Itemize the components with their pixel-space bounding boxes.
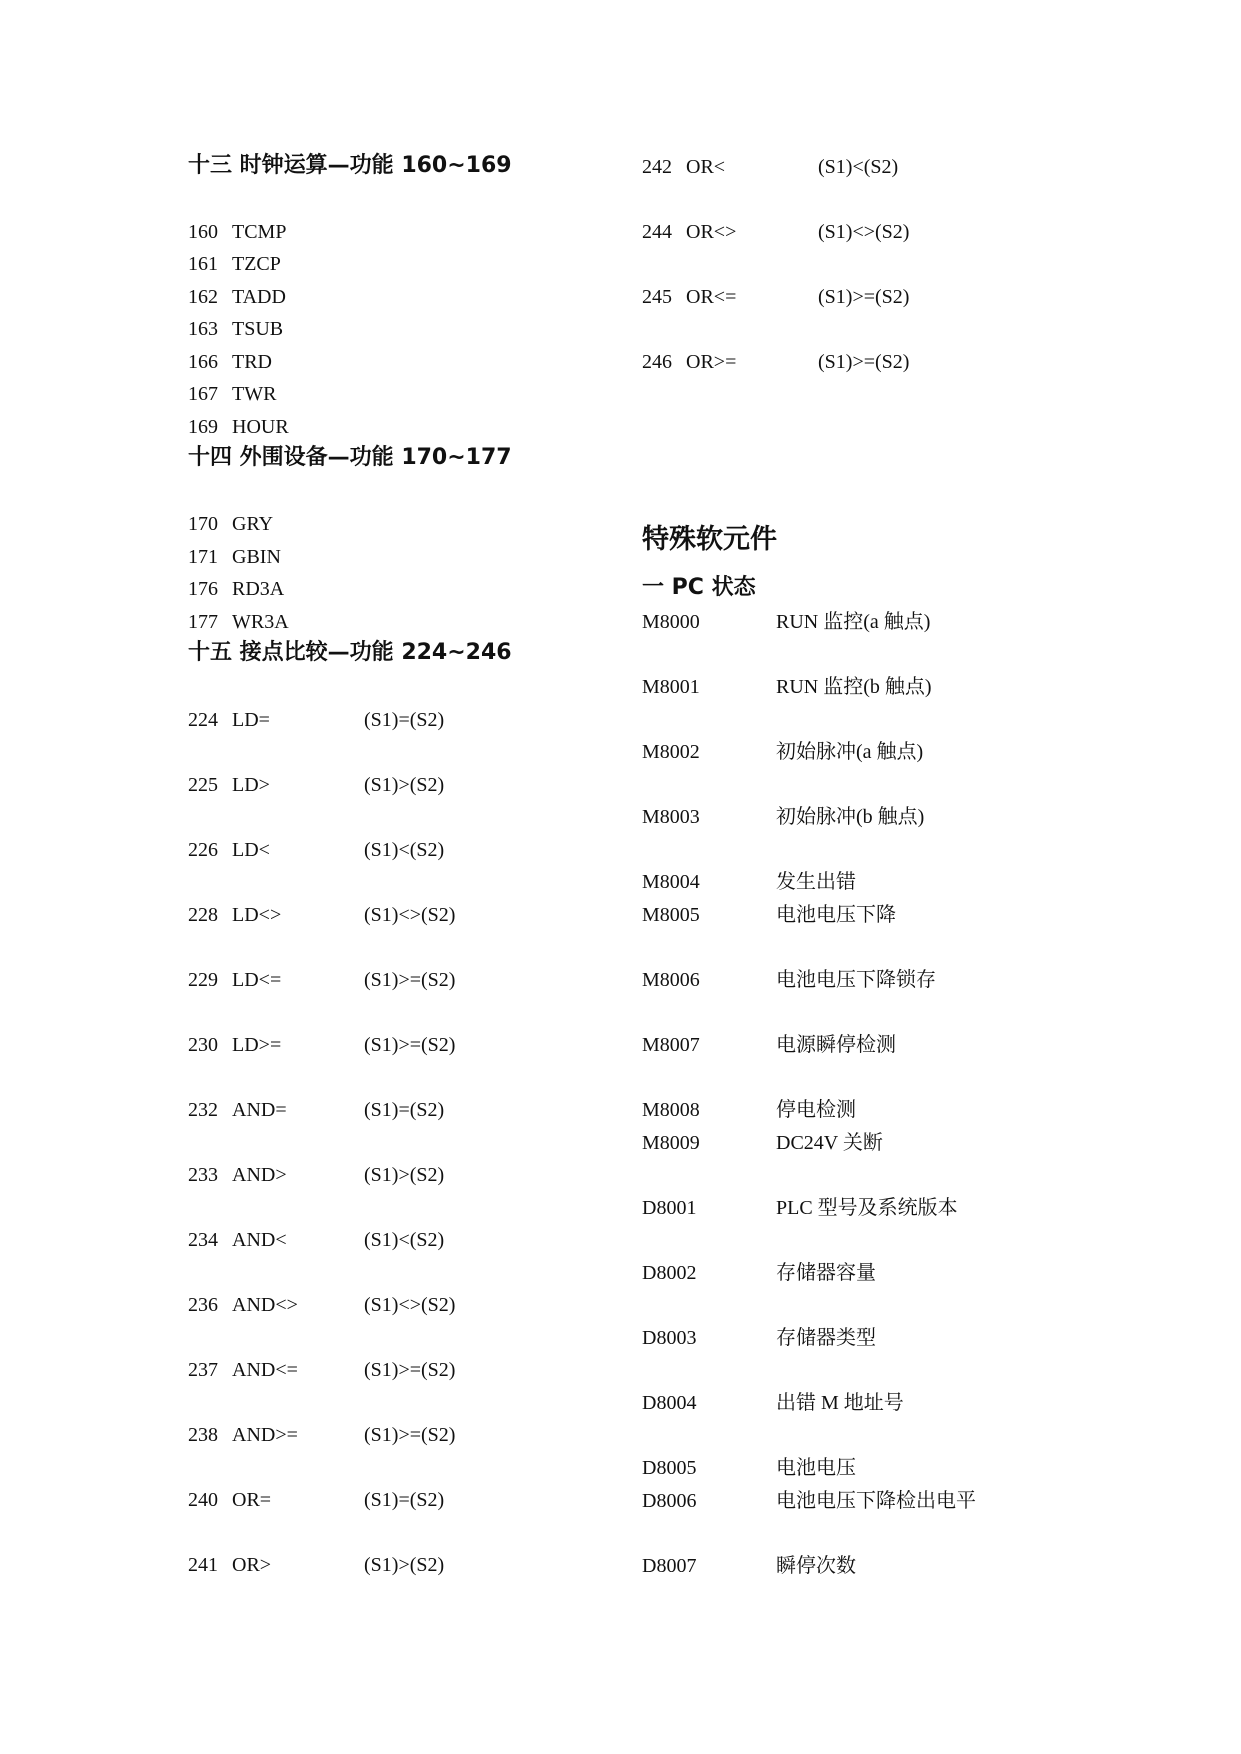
- device-row: D8001 PLC 型号及系统版本: [642, 1197, 958, 1219]
- list-item: 171 GBIN: [188, 546, 281, 568]
- list-item: 224 LD= (S1)=(S2): [188, 709, 445, 731]
- list-item: 167 TWR: [188, 383, 277, 405]
- device-row: D8007 瞬停次数: [642, 1555, 856, 1577]
- list-item: 242 OR< (S1)<(S2): [642, 156, 899, 178]
- list-item: 176 RD3A: [188, 578, 285, 600]
- device-row: M8004 发生出错: [642, 871, 856, 893]
- list-item: 232 AND= (S1)=(S2): [188, 1099, 445, 1121]
- list-item: 236 AND<> (S1)<>(S2): [188, 1294, 456, 1316]
- device-row: M8003 初始脉冲(b 触点): [642, 806, 925, 828]
- device-row: D8002 存储器容量: [642, 1262, 876, 1284]
- list-item: 228 LD<> (S1)<>(S2): [188, 904, 456, 926]
- list-item: 230 LD>= (S1)>=(S2): [188, 1034, 456, 1056]
- device-row: D8006 电池电压下降检出电平: [642, 1490, 976, 1512]
- list-item: 244 OR<> (S1)<>(S2): [642, 221, 910, 243]
- device-row: M8000 RUN 监控(a 触点): [642, 611, 931, 633]
- list-item: 170 GRY: [188, 513, 274, 535]
- device-row: M8007 电源瞬停检测: [642, 1034, 896, 1056]
- device-row: M8009 DC24V 关断: [642, 1132, 883, 1154]
- device-row: M8002 初始脉冲(a 触点): [642, 741, 924, 763]
- section-13-heading: 十三 时钟运算—功能 160~169: [188, 153, 512, 178]
- list-item: 245 OR<= (S1)>=(S2): [642, 286, 910, 308]
- list-item: 240 OR= (S1)=(S2): [188, 1489, 445, 1511]
- list-item: 177 WR3A: [188, 611, 289, 633]
- list-item: 161 TZCP: [188, 253, 281, 275]
- special-devices-title: 特殊软元件: [642, 524, 777, 555]
- device-row: M8001 RUN 监控(b 触点): [642, 676, 932, 698]
- list-item: 225 LD> (S1)>(S2): [188, 774, 445, 796]
- device-row: M8005 电池电压下降: [642, 904, 896, 926]
- device-row: D8004 出错 M 地址号: [642, 1392, 904, 1414]
- list-item: 238 AND>= (S1)>=(S2): [188, 1424, 456, 1446]
- list-item: 169 HOUR: [188, 416, 289, 438]
- section-15-heading: 十五 接点比较—功能 224~246: [188, 640, 512, 665]
- device-row: D8003 存储器类型: [642, 1327, 876, 1349]
- device-row: M8006 电池电压下降锁存: [642, 969, 936, 991]
- device-row: M8008 停电检测: [642, 1099, 856, 1121]
- list-item: 234 AND< (S1)<(S2): [188, 1229, 445, 1251]
- section-14-heading: 十四 外围设备—功能 170~177: [188, 445, 512, 470]
- device-row: D8005 电池电压: [642, 1457, 856, 1479]
- list-item: 163 TSUB: [188, 318, 284, 340]
- list-item: 237 AND<= (S1)>=(S2): [188, 1359, 456, 1381]
- list-item: 229 LD<= (S1)>=(S2): [188, 969, 456, 991]
- list-item: 233 AND> (S1)>(S2): [188, 1164, 445, 1186]
- list-item: 246 OR>= (S1)>=(S2): [642, 351, 910, 373]
- list-item: 226 LD< (S1)<(S2): [188, 839, 445, 861]
- pc-status-subheading: 一 PC 状态: [642, 575, 756, 600]
- list-item: 166 TRD: [188, 351, 272, 373]
- list-item: 160 TCMP: [188, 221, 287, 243]
- list-item: 241 OR> (S1)>(S2): [188, 1554, 445, 1576]
- list-item: 162 TADD: [188, 286, 286, 308]
